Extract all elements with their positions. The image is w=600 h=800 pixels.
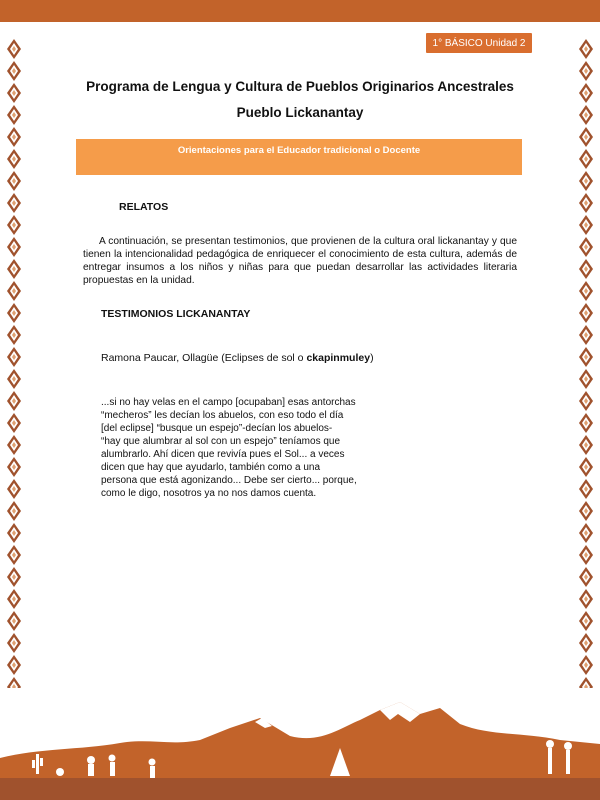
left-decorative-border (6, 38, 22, 698)
testimony-source-term: ckapinmuley (306, 352, 371, 364)
quote-line: “hay que alumbrar al sol con un espejo” teníamos que (101, 436, 341, 447)
quote-line: como le digo, nosotros ya no nos damos cuenta. (101, 488, 317, 499)
andean-landscape-illustration (0, 688, 600, 800)
quote-line: alumbrarlo. Ahí dicen que revivía pues el Sol... a veces (101, 449, 345, 460)
testimonies-subheading: TESTIMONIOS LICKANANTAY (101, 308, 251, 320)
testimony-source-prefix: Ramona Paucar, Ollagüe (Eclipses de sol o (101, 352, 307, 364)
section-heading: RELATOS (119, 201, 169, 213)
people-title: Pueblo Lickanantay (236, 105, 364, 120)
testimony-source (101, 352, 374, 364)
quote-line: ...si no hay velas en el campo [ocupaban] esas antorchas (101, 397, 356, 408)
unit-badge: 1° BÁSICO Unidad 2 (426, 33, 532, 53)
orientation-banner (76, 139, 522, 175)
quote-line: dicen que hay que ayudarlo, también como a una (101, 462, 321, 473)
quote-line: [del eclipse] “busque un espejo”-decían los abuelos- (101, 423, 333, 434)
orientation-banner-text: Orientaciones para el Educador tradicional o Docente (177, 145, 421, 156)
program-title: Programa de Lengua y Cultura de Pueblos Originarios Ancestrales (86, 79, 514, 94)
quote-line: persona que está agonizando... Debe ser cierto... porque, (101, 475, 357, 486)
intro-paragraph: A continuación, se presentan testimonios, que provienen de la cultura oral lickanantay y que tienen la intencionalidad pedagógica de enriquecer el conocimiento de esta cultura, además de entregar insumos a los niños y niñas para que puedan desarrollar las actividades literaria propuestas en la unidad. (83, 236, 517, 286)
quote-line: “mecheros” les decían los abuelos, con eso todo el día (101, 410, 344, 421)
testimony-quote (101, 396, 371, 500)
testimony-source-suffix: ) (370, 352, 374, 364)
right-decorative-border (578, 38, 594, 698)
top-decorative-band (0, 0, 600, 22)
